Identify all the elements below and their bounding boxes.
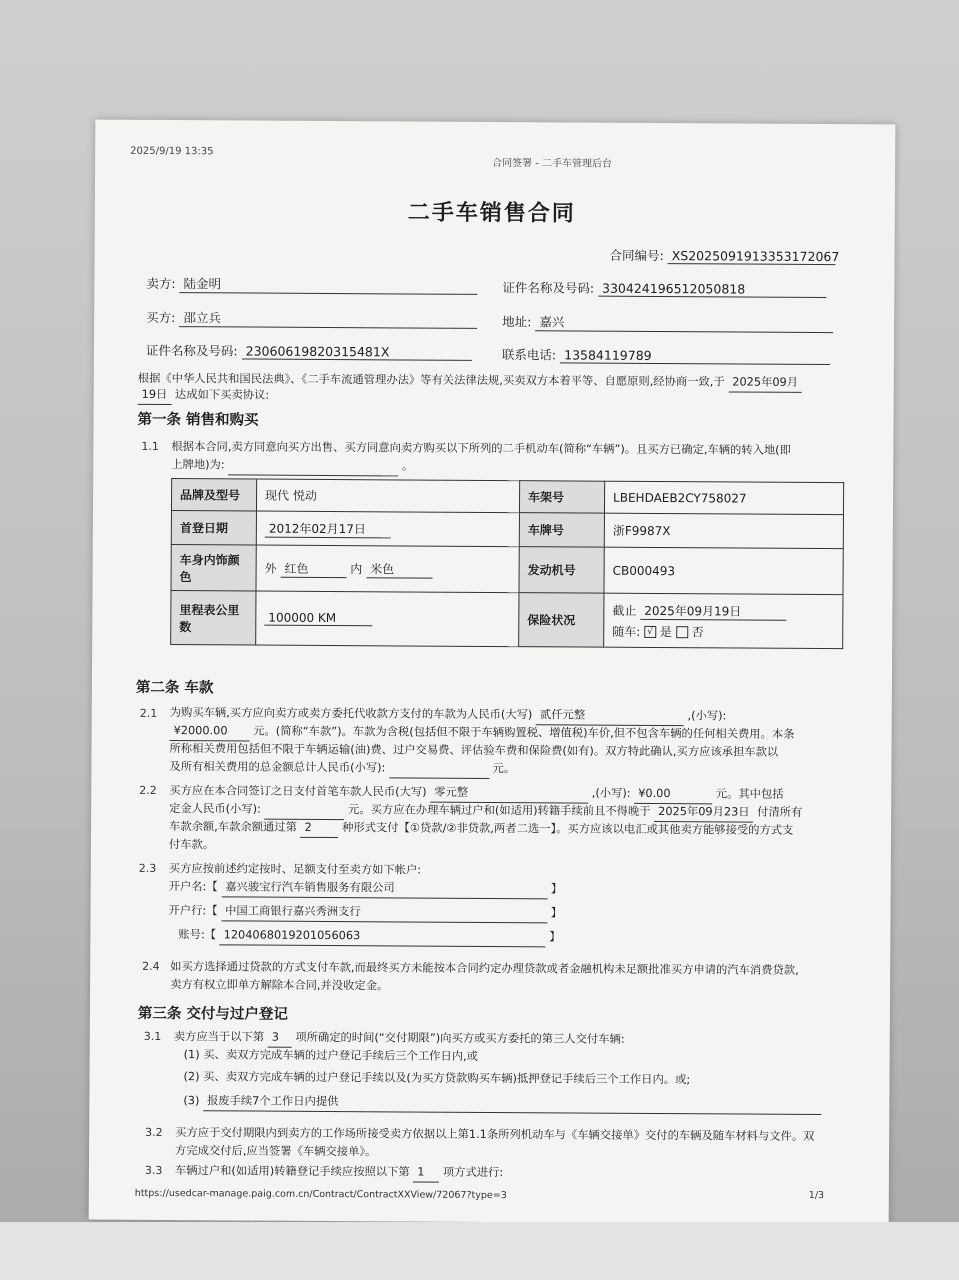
print-datetime: 2025/9/19 13:35: [130, 145, 214, 158]
contract-page: [89, 120, 896, 1225]
phone-row: [502, 345, 830, 365]
account-number-row: 账号:【 1204068019201056063 】: [178, 926, 560, 947]
mileage-label: 里程表公里 数: [171, 591, 256, 646]
table-row: [171, 591, 843, 649]
brand-label: 品牌及型号: [171, 479, 256, 512]
delivery-option-3: (3) 报废手续7个工作日内提供: [183, 1092, 821, 1115]
buyer-label: 买方:: [146, 309, 176, 326]
clause-2-1-line-1: 为购买车辆,买方应向卖方或卖方委托代收款方支付的车款为人民币(大写) 贰仟元整 ,(小写):: [170, 704, 727, 726]
clause-2-2-line-3: 车款余额,车款余额通过第 2 种形式支付【①贷款/②非贷款,两者二选一】。买方应该以电汇或其他卖方能够接受的方式支: [169, 820, 794, 837]
clause-2-2-line-4: 付车款。: [168, 838, 215, 852]
intro-date-b: 19日: [138, 386, 172, 405]
article-3-title: 第三条 交付与过户登记: [137, 1005, 289, 1023]
transfer-option: 1: [413, 1164, 439, 1183]
insurance-until: 2025年09月19日: [640, 601, 786, 620]
account-number: 1204068019201056063: [220, 926, 546, 947]
seller-label: 卖方:: [146, 275, 176, 292]
yes-checkbox: √: [644, 626, 656, 638]
color-label: 车身内饰颜 色: [171, 545, 256, 592]
insurance-cell: 截止 2025年09月19日 随车: √ 是 否: [604, 593, 843, 648]
seller-row: [146, 274, 477, 295]
clause-2-1-line-4: 及所有相关费用的总金额总计人民币(小写): 元。: [169, 758, 515, 779]
reg-date-cell: [256, 511, 519, 547]
vin-label: 车架号: [519, 481, 604, 514]
engine-value: CB000493: [604, 547, 843, 594]
article-1-title: 第一条 销售和购买: [137, 411, 259, 429]
clause-number: 3.1: [143, 1029, 162, 1043]
article-2-title: 第二条 车款: [135, 679, 214, 697]
clause-2-4-line-2: 卖方有权立即单方解除本合同,并没收定金。: [170, 978, 389, 993]
clause-3-1-line-1: 卖方应当于以下第 3 项所确定的时间(“交付期限”)向买方或买方委托的第三人交付车辆:: [173, 1030, 625, 1046]
buyer-name: 邵立兵: [179, 308, 477, 329]
print-url: https://usedcar-manage.paig.com.cn/Contract/ContractXXView/72067?type=3: [134, 1187, 507, 1202]
table-row: [171, 511, 843, 549]
delivery-option-3-text: 报废手续7个工作日内提供: [203, 1092, 821, 1115]
brand-value: 现代 悦动: [256, 479, 519, 513]
address-row: [502, 312, 833, 333]
delivery-option: 3: [268, 1029, 292, 1048]
plate-label: 车牌号: [519, 513, 604, 548]
desk-surface: [0, 1222, 959, 1280]
clause-2-1-line-2: ¥2000.00 元。(简称“车款”)。车款为含税(包括但不限于车辆购置税、增值税)车价,但不包含车辆的任何相关费用。本条: [170, 722, 795, 745]
clause-3-2-line-1: 买方应于交付期限内到卖方的工作场所接受卖方依据以上第1.1条所列机动车与《车辆交接单》交付的车辆及随车材料与文件。双: [175, 1126, 815, 1143]
page-number: 1/3: [808, 1189, 825, 1202]
clause-number: 3.2: [145, 1125, 163, 1139]
clause-number: 2.1: [139, 706, 158, 720]
bank-row: 开户行:【 中国工商银行嘉兴秀洲支行 】: [168, 902, 562, 923]
total-amount-field: [389, 759, 489, 779]
plate-value: 浙F9987X: [604, 513, 843, 548]
table-row: [171, 479, 843, 515]
bank-name: 中国工商银行嘉兴秀洲支行: [221, 902, 547, 923]
account-name: 嘉兴骏宝行汽车销售服务有限公司: [221, 878, 547, 899]
clause-3-2-line-2: 方完成交付后,应当签署《车辆交接单》。: [175, 1144, 377, 1159]
color-cell: 外 红色 内 米色: [256, 545, 519, 593]
contract-number-label: 合同编号:: [609, 247, 664, 264]
price-in-words: 贰仟元整: [536, 706, 684, 726]
clause-2-2-line-2: 定金人民币(小写): 元。买方应在办理车辆过户和(如适用)转籍手续前且不得晚于 2025年09月23日 付清所有: [169, 800, 802, 823]
insurance-label: 保险状况: [519, 593, 604, 648]
document-title: 二手车销售合同: [407, 200, 576, 227]
mileage-cell: [256, 591, 519, 647]
clause-2-4-line-1: 如买方选择通过贷款的方式支付车款,而最终买方未能按本合同约定办理贷款或者金融机构未足额批准买方申请的汽车消费贷款,: [170, 960, 799, 977]
seller-name: 陆金明: [180, 274, 478, 295]
clause-2-1-line-3: 所称相关费用包括但不限于车辆运输(油)费、过户交易费、评估验车费和保险费(如有)。双方特此确认,买方应该承担车款以: [169, 742, 779, 759]
phone-value: 13584119789: [560, 347, 830, 365]
print-page-title: 合同签署 - 二手车管理后台: [492, 157, 613, 170]
first-payment-in-figures: ¥0.00: [634, 785, 712, 804]
seller-id-label: 证件名称及号码:: [502, 280, 595, 296]
buyer-id-label: 证件名称及号码:: [145, 342, 238, 359]
exterior-color: 红色: [280, 559, 346, 577]
clause-number: 1.1: [141, 439, 159, 453]
no-checkbox: [676, 626, 688, 638]
mileage-value: 100000 KM: [264, 611, 372, 627]
phone-label: 联系电话:: [501, 347, 557, 363]
clause-1-1-line-2: 上牌地)为: 。: [171, 456, 413, 476]
clause-number: 2.3: [138, 861, 157, 875]
address-label: 地址:: [502, 314, 532, 330]
interior-color: 米色: [366, 560, 432, 578]
reg-date-value: 2012年02月17日: [265, 519, 391, 538]
deposit-field: [264, 801, 344, 820]
vehicle-table: [170, 478, 844, 649]
contract-number: XS2025091913353172067: [668, 248, 836, 265]
clause-2-2-line-1: 买方应在本合同签订之日支付首笔车款人民币(大写) 零元整 ,(小写): ¥0.00 元。其中包括: [169, 782, 783, 805]
reg-date-label: 首登日期: [171, 511, 256, 546]
clause-1-1-line-1: 根据本合同,卖方同意向买方出售、买方同意向卖方购买以下所列的二手机动车(简称“车辆”)。且买方已确定,车辆的转入地(即: [171, 440, 791, 457]
intro-line-2: 19日 达成如下买卖协议:: [138, 386, 270, 406]
delivery-option-2: (2) 买、卖双方完成车辆的过户登记手续以及(为买方贷款购买车辆)抵押登记手续后三个工作日内。或;: [183, 1070, 691, 1087]
balance-due-date: 2025年09月23日: [654, 803, 754, 823]
buyer-id-row: [146, 341, 472, 361]
intro-line-1: 根据《中华人民共和国民法典》、《二手车流通管理办法》等有关法律法规,买卖双方本着平等、自愿原则,经协商一致,于 2025年09月: [138, 370, 802, 393]
clause-number: 2.2: [139, 783, 157, 797]
seller-id-row: [502, 278, 826, 298]
first-payment-in-words: 零元整: [430, 784, 588, 804]
vin-value: LBEHDAEB2CY758027: [604, 481, 843, 514]
destination-field: [228, 456, 398, 476]
contract-number-row: [609, 246, 840, 265]
account-name-row: 开户名:【 嘉兴骏宝行汽车销售服务有限公司 】: [169, 878, 563, 899]
payment-method: 2: [300, 819, 338, 838]
clause-number: 3.3: [144, 1163, 163, 1177]
buyer-id: 23060619820315481X: [242, 343, 472, 360]
clause-3-3-line-1: 车辆过户和(如适用)转籍登记手续应按照以下第 1 项方式进行:: [175, 1162, 503, 1183]
intro-date-a: 2025年09月: [728, 373, 802, 392]
buyer-row: [146, 308, 477, 329]
delivery-option-1: (1) 买、卖双方完成车辆的过户登记手续后三个工作日内,或: [183, 1048, 479, 1063]
seller-id: 330424196512050818: [598, 281, 826, 298]
table-row: [171, 545, 843, 595]
engine-label: 发动机号: [519, 547, 604, 594]
clause-2-3-line-1: 买方应按前述约定按时、足额支付至卖方如下帐户:: [168, 862, 422, 877]
clause-number: 2.4: [142, 959, 160, 973]
price-in-figures: ¥2000.00: [170, 722, 250, 741]
address-value: 嘉兴: [535, 312, 833, 333]
